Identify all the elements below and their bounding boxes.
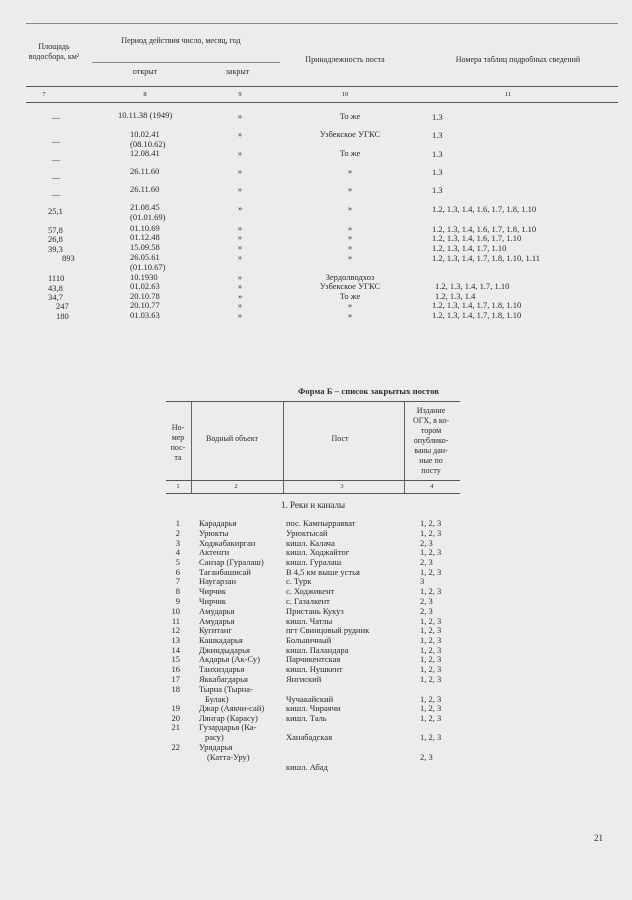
owner-cell: »: [347, 223, 353, 233]
post-number-cell: 22: [171, 742, 180, 752]
post-name-cell: Янгиский: [286, 674, 322, 684]
water-object-cell: Урюкты: [199, 528, 229, 538]
water-object-cell: Урядарья: [199, 742, 233, 752]
col-num: 3: [340, 483, 344, 490]
col-num: 11: [504, 91, 512, 98]
opened-cell: 01.03.63: [130, 310, 160, 320]
post-name-cell: В 4,5 км выше устья: [286, 567, 360, 577]
owner-cell: То же: [339, 148, 361, 158]
post-number-cell: 2: [175, 528, 180, 538]
owner-cell: Узбекское УГКС: [319, 129, 381, 139]
post-number-cell: 20: [171, 713, 180, 723]
closed-cell: »: [237, 252, 243, 262]
edition-cell: 1, 2, 3: [420, 645, 442, 655]
owner-cell: »: [347, 232, 353, 242]
area-cell: 893: [62, 253, 75, 263]
water-object-cell: Яккабагдарья: [199, 674, 248, 684]
water-object-cell: Карадарья: [199, 518, 237, 528]
water-object-cell: Танхиздарья: [199, 664, 245, 674]
post-number-cell: 19: [171, 703, 180, 713]
header-post: Пост: [331, 434, 349, 443]
edition-cell: 1, 2, 3: [420, 567, 442, 577]
post-name-cell: пгт Свинцовый рудник: [286, 625, 370, 635]
tables-cell: 1.2, 1.3, 1.4, 1.6, 1.7, 1.10: [432, 233, 522, 243]
page-number: 21: [594, 833, 603, 843]
post-name-cell: Урюктысай: [286, 528, 328, 538]
col-num: 8: [143, 91, 147, 98]
edition-cell: 1, 2, 3: [420, 694, 442, 704]
edition-cell: 1, 2, 3: [420, 518, 442, 528]
edition-cell: 3: [420, 576, 425, 586]
water-object-cell: Кугитанг: [199, 625, 232, 635]
tables-cell: 1.2, 1.3, 1.4, 1.7, 1.8, 1.10: [432, 300, 522, 310]
col-num: 4: [430, 483, 434, 490]
water-object-cell: Амударья: [199, 606, 235, 616]
area-cell: 25,1: [48, 206, 63, 216]
closed-cell: »: [237, 166, 243, 176]
area-cell: 39,3: [48, 244, 63, 254]
post-name-cell: Чучакайский: [286, 694, 334, 704]
top-rule: [26, 23, 618, 24]
water-object-cell-secondary: (Катта-Уру): [207, 752, 250, 762]
water-object-cell: Наугарзан: [199, 576, 237, 586]
closed-cell: »: [237, 111, 243, 121]
tables-cell: 1.2, 1.3, 1.4, 1.7, 1.10: [435, 281, 510, 291]
area-cell: 180: [56, 311, 69, 321]
closed-cell: »: [237, 272, 243, 282]
closed-cell: »: [237, 184, 243, 194]
water-object-cell: Актенги: [199, 547, 230, 557]
edition-cell: 1, 2, 3: [420, 625, 442, 635]
opened-cell: 10.02.41: [130, 129, 160, 139]
header-area: Площадь водосбора, км²: [28, 42, 80, 61]
owner-cell: »: [347, 184, 353, 194]
water-object-cell: Джиндыдарья: [199, 645, 250, 655]
edition-cell: 1, 2, 3: [420, 586, 442, 596]
opened-cell-secondary: (01.01.69): [130, 212, 166, 222]
post-name-cell: кишл. Гуралаш: [286, 557, 342, 567]
tables-cell: 1.3: [432, 149, 443, 159]
owner-cell: »: [347, 203, 353, 213]
post-name-cell: кишл. Нушкент: [286, 664, 343, 674]
post-number-cell: 16: [171, 664, 180, 674]
area-cell: —: [51, 154, 61, 164]
closed-cell: »: [237, 291, 243, 301]
post-number-cell: 12: [171, 625, 180, 635]
opened-cell: 26.11.60: [130, 166, 160, 176]
post-number-cell: 3: [175, 538, 180, 548]
water-object-cell: Гузардарья (Ка-: [199, 722, 257, 732]
edition-cell: 1, 2, 3: [420, 732, 442, 742]
opened-cell: 12.08.41: [130, 148, 160, 158]
post-name-cell: кишл. Паландара: [286, 645, 349, 655]
post-number-cell: 13: [171, 635, 180, 645]
post-number-cell: 1: [175, 518, 180, 528]
col-num: 2: [234, 483, 238, 490]
edition-cell: 1, 2, 3: [420, 713, 442, 723]
post-name-cell: пос. Кампырравват: [286, 518, 356, 528]
tables-cell: 1.3: [432, 130, 443, 140]
closed-cell: »: [237, 300, 243, 310]
opened-cell: 15.09.58: [130, 242, 160, 252]
edition-cell: 1, 2, 3: [420, 616, 442, 626]
post-name-cell: Парчикентская: [286, 654, 341, 664]
period-rule: [92, 62, 280, 63]
form-b-title: Форма Б – список закрытых постов: [298, 386, 439, 396]
water-object-cell: Чирчик: [199, 596, 227, 606]
post-name-cell: кишл. Чатлы: [286, 616, 333, 626]
edition-cell: 1, 2, 3: [420, 703, 442, 713]
owner-cell: »: [347, 252, 353, 262]
header-tables: Номера таблиц подробных сведений: [455, 55, 581, 64]
col-num: 1: [176, 483, 180, 490]
edition-cell: 2, 3: [420, 538, 433, 548]
owner-cell: Зердолводхоз: [325, 272, 375, 282]
post-number-cell: 11: [171, 616, 180, 626]
tables-cell: 1.2, 1.3, 1.4, 1.7, 1.8, 1.10, 1.11: [432, 253, 541, 263]
header-period: Период действия число, месяц, год: [121, 36, 241, 45]
post-name-cell: с. Турк: [286, 576, 312, 586]
edition-cell: 1, 2, 3: [420, 674, 442, 684]
col-num: 7: [42, 91, 46, 98]
owner-cell: »: [347, 166, 353, 176]
water-object-cell: Кашкадарья: [199, 635, 243, 645]
post-number-cell: 7: [175, 576, 180, 586]
closed-cell: »: [237, 223, 243, 233]
col-num: 9: [238, 91, 242, 98]
post-name-cell: с. Газалкент: [286, 596, 330, 606]
opened-cell-secondary: (01.10.67): [130, 262, 166, 272]
owner-cell: То же: [339, 291, 361, 301]
opened-cell: 01.02.63: [130, 281, 160, 291]
numbers-bottom-rule: [26, 102, 618, 103]
closed-cell: »: [237, 281, 243, 291]
section-heading: 1. Реки и каналы: [280, 500, 346, 510]
water-object-cell-secondary: расу): [205, 732, 224, 742]
edition-cell: 1, 2, 3: [420, 528, 442, 538]
water-object-cell: Лянгар (Карасу): [199, 713, 258, 723]
header-opened: открыт: [132, 67, 158, 76]
tables-cell: 1.2, 1.3, 1.4, 1.7, 1.10: [432, 243, 507, 253]
opened-cell: 01.12.48: [130, 232, 160, 242]
header-edition: Издание ОГХ, в ко- тором опублико- ваны дан- ные по посту: [412, 406, 450, 475]
water-object-cell: Чирчик: [199, 586, 227, 596]
owner-cell: »: [347, 300, 353, 310]
tables-cell: 1.3: [432, 167, 443, 177]
water-object-cell: Тырна (Тырна-: [199, 684, 253, 694]
header-bottom-rule: [26, 86, 618, 87]
closed-cell: »: [237, 310, 243, 320]
header-water-object: Водный объект: [206, 434, 258, 443]
closed-cell: »: [237, 203, 243, 213]
post-name-cell: кишл. Абад: [286, 762, 328, 772]
area-cell: 247: [56, 301, 69, 311]
closed-cell: »: [237, 148, 243, 158]
form-b-numbers-rule: [166, 493, 460, 494]
area-cell: 1110: [48, 273, 65, 283]
opened-cell: 26.05.61: [130, 252, 160, 262]
opened-cell-secondary: (08.10.62): [130, 139, 166, 149]
opened-cell: 10.1930: [130, 272, 158, 282]
closed-cell: »: [237, 232, 243, 242]
edition-cell: 1, 2, 3: [420, 547, 442, 557]
edition-cell: 1, 2, 3: [420, 654, 442, 664]
area-cell: 43,8: [48, 283, 63, 293]
form-b-top-rule: [166, 401, 460, 402]
post-number-cell: 21: [171, 722, 180, 732]
opened-cell: 10.11.38 (1949): [118, 110, 173, 120]
post-number-cell: 14: [171, 645, 180, 655]
post-number-cell: 4: [175, 547, 180, 557]
post-name-cell: Пристань Кукуз: [286, 606, 344, 616]
header-owner: Принадлежность поста: [305, 55, 385, 64]
opened-cell: 26.11.60: [130, 184, 160, 194]
tables-cell: 1.2, 1.3, 1.4, 1.7, 1.8, 1.10: [432, 310, 522, 320]
area-cell: 26,8: [48, 234, 63, 244]
post-number-cell: 10: [171, 606, 180, 616]
header-post-number: Но- мер пос- та: [170, 423, 186, 462]
edition-cell: 1, 2, 3: [420, 635, 442, 645]
edition-cell: 2, 3: [420, 557, 433, 567]
post-number-cell: 17: [171, 674, 180, 684]
form-b-header-rule: [166, 480, 460, 481]
edition-cell: 2, 3: [420, 606, 433, 616]
edition-cell: 2, 3: [420, 752, 433, 762]
owner-cell: »: [347, 242, 353, 252]
tables-cell: 1.3: [432, 185, 443, 195]
post-number-cell: 6: [175, 567, 180, 577]
area-cell: 57,8: [48, 225, 63, 235]
tables-cell: 1.2, 1.3, 1.4, 1.6, 1.7, 1.8, 1.10: [432, 204, 537, 214]
area-cell: —: [51, 136, 61, 146]
water-object-cell: Санзар (Гуралаш): [199, 557, 264, 567]
tables-cell: 1.3: [432, 112, 443, 122]
edition-cell: 1, 2, 3: [420, 664, 442, 674]
opened-cell: 21.08.45: [130, 202, 160, 212]
owner-cell: Узбекское УГКС: [319, 281, 381, 291]
post-number-cell: 15: [171, 654, 180, 664]
edition-cell: 2, 3: [420, 596, 433, 606]
opened-cell: 20.10.77: [130, 300, 160, 310]
area-cell: —: [51, 189, 61, 199]
opened-cell: 20.10.78: [130, 291, 160, 301]
water-object-cell: Акдарья (Ак-Су): [199, 654, 260, 664]
owner-cell: То же: [339, 111, 361, 121]
water-object-cell: Таганбашисай: [199, 567, 251, 577]
tables-cell: 1.2, 1.3, 1.4, 1.6, 1.7, 1.8, 1.10: [432, 224, 537, 234]
post-name-cell: кишл. Ходжайтог: [286, 547, 350, 557]
water-object-cell: Амударья: [199, 616, 235, 626]
opened-cell: 01.10.69: [130, 223, 160, 233]
owner-cell: »: [347, 310, 353, 320]
area-cell: —: [51, 172, 61, 182]
post-number-cell: 18: [171, 684, 180, 694]
col-num: 10: [341, 91, 349, 98]
water-object-cell: Ходжабакирган: [199, 538, 256, 548]
post-name-cell: Больничный: [286, 635, 332, 645]
water-object-cell: Джар (Аякчи-сай): [199, 703, 265, 713]
water-object-cell-secondary: Булак): [205, 694, 229, 704]
post-number-cell: 9: [175, 596, 180, 606]
area-cell: —: [51, 112, 61, 122]
post-number-cell: 5: [175, 557, 180, 567]
closed-cell: »: [237, 242, 243, 252]
header-closed: закрыт: [225, 67, 250, 76]
post-name-cell: Ханабадская: [286, 732, 333, 742]
area-cell: 34,7: [48, 292, 63, 302]
post-name-cell: с. Ходжикент: [286, 586, 335, 596]
tables-cell: 1.2, 1.3, 1.4: [435, 291, 476, 301]
post-name-cell: кишл. Калача: [286, 538, 335, 548]
closed-cell: »: [237, 129, 243, 139]
post-number-cell: 8: [175, 586, 180, 596]
post-name-cell: кишл. Таль: [286, 713, 327, 723]
post-name-cell: кишл. Чираячи: [286, 703, 341, 713]
